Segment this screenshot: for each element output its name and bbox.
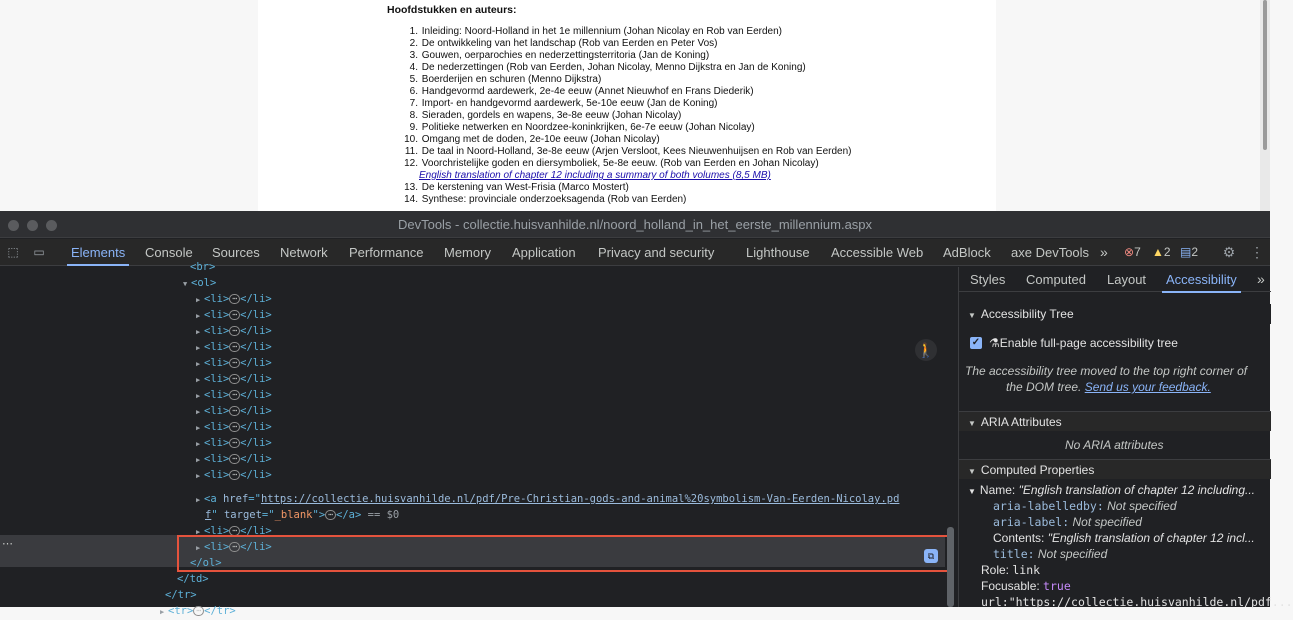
aria-attributes-section-header[interactable] [959,411,1271,431]
elements-dom-tree[interactable] [0,261,957,617]
ol-close-tag: </ol> [190,557,222,569]
li-node[interactable] [196,419,272,435]
collapsed-content-pill[interactable]: ⋯ [229,438,240,448]
href-attr-value[interactable]: https://collectie.huisvanhilde.nl/pdf/Pre-Christian-gods-and-animal%20symbolism-Van-Eerden-Nicolay.pd [260,493,900,505]
tab-accessible-web[interactable]: Accessible Web [831,245,924,260]
tab-lighthouse[interactable]: Lighthouse [746,245,810,260]
li-tag-close: </li> [240,541,272,553]
collapsed-content-pill[interactable]: ⋯ [193,606,204,616]
br-node[interactable] [190,259,215,275]
chapter-title: Inleiding: Noord-Holland in het 1e millennium (Johan Nicolay en Rob van Eerden) [421,26,782,37]
chapter-item [398,74,851,86]
li-tag-open: <li> [204,357,230,369]
more-tabs-button[interactable]: » [1100,244,1108,260]
li-node[interactable] [196,467,272,483]
selected-node-highlight [177,535,952,572]
expanded-caret-icon[interactable]: ▼ [968,487,976,496]
collapsed-triangle-icon[interactable]: ▶ [196,328,201,336]
expanded-triangle-icon[interactable]: ▼ [183,280,188,288]
li-tag-open: <li> [204,525,230,537]
enable-tree-label-text: Enable full-page accessibility tree [999,336,1178,350]
collapsed-content-pill[interactable]: ⋯ [229,542,240,552]
tab-console[interactable]: Console [145,245,193,260]
tab-application[interactable]: Application [512,245,576,260]
url-property [981,594,1293,610]
collapsed-triangle-icon[interactable]: ▶ [196,528,201,536]
contents-label: Contents: [993,531,1045,545]
collapsed-content-pill[interactable]: ⋯ [229,326,240,336]
collapsed-content-pill[interactable]: ⋯ [325,510,336,520]
tab-elements[interactable]: Elements [71,239,125,266]
li-tag-open: <li> [204,469,230,481]
chapter-number: 2. [409,38,418,49]
message-icon: ▤ [1180,245,1192,259]
moved-notice-text: the DOM tree. [1006,380,1082,394]
tr-close-node[interactable] [165,587,197,603]
li-tag-open: <li> [204,373,230,385]
aria-label-label: aria-label: [993,515,1070,529]
chapter-item [398,62,851,74]
li-tag-open: <li> [204,341,230,353]
chapter-item [398,146,851,158]
chapter-number: 3. [409,50,418,61]
li-node[interactable] [196,387,272,403]
li-node[interactable] [196,339,272,355]
section-title: Computed Properties [980,463,1095,477]
chapter-number: 11. [404,146,418,157]
li-node[interactable] [196,355,272,371]
li-tag-open: <li> [204,453,230,465]
li-tag-open: <li> [204,293,230,305]
tab-layout[interactable]: Layout [1107,272,1147,287]
devtools-sidebar [958,267,1293,609]
chapter-item [398,194,851,206]
td-close-node[interactable] [177,571,209,587]
devtools-titlebar [0,211,1270,238]
webpage-viewport [0,0,1270,211]
chapter-list [398,26,851,206]
chapter-item [398,38,851,50]
tr-node[interactable] [160,603,236,619]
chapter-item [398,158,851,170]
settings-gear-icon[interactable]: ⚙ [1222,244,1236,260]
li-tag-close: </li> [240,293,272,305]
li-tag-open: <li> [204,541,230,553]
chapter-item [398,86,851,98]
page-scrollbar-thumb[interactable] [1263,0,1267,150]
chapter-title: De taal in Noord-Holland, 3e-8e eeuw (Arjen Versloot, Kees Nieuwenhuijsen en Rob van Eerden) [421,146,852,157]
li-node[interactable] [196,403,272,419]
collapsed-triangle-icon[interactable]: ▶ [196,456,201,464]
section-title: ARIA Attributes [980,415,1062,429]
li-tag-open: <li> [204,405,230,417]
section-caret-icon: ▼ [968,419,976,428]
chapter-title: Politieke netwerken en Noordzee-koninkrijken, 6e-7e eeuw (Johan Nicolay) [421,122,755,133]
tab-axe-devtools[interactable]: axe DevTools [1011,245,1090,260]
collapsed-triangle-icon[interactable]: ▶ [196,544,201,552]
chapter-title: Boerderijen en schuren (Menno Dijkstra) [421,74,602,85]
tab-sources[interactable]: Sources [212,245,260,260]
collapsed-content-pill[interactable]: ⋯ [229,294,240,304]
collapsed-triangle-icon[interactable]: ▶ [196,360,201,368]
chapter-item [398,26,851,38]
message-count-badge[interactable] [1180,239,1198,266]
node-actions-icon[interactable]: ⋯ [2,538,13,550]
tr-tag-close: </tr> [204,605,236,617]
sidebar-tabs [959,267,1271,292]
collapsed-triangle-icon[interactable]: ▶ [196,424,201,432]
chapter-item [398,98,851,110]
chapter-item [398,50,851,62]
tab-network[interactable]: Network [280,245,328,260]
target-attr-name: target [223,509,262,521]
li-node[interactable] [196,307,272,323]
chapter-title: Sieraden, gordels en wapens, 3e-8e eeuw (Johan Nicolay) [421,110,682,121]
chapter-title: De kerstening van West-Frisia (Marco Mostert) [421,182,629,193]
a-tag-close: </a> [336,509,362,521]
collapsed-triangle-icon[interactable]: ▶ [196,408,201,416]
ol-node[interactable] [183,275,216,291]
collapsed-content-pill[interactable]: ⋯ [229,454,240,464]
li-tag-close: </li> [240,341,272,353]
br-tag: <br> [190,261,216,273]
role-property [981,562,1040,578]
page-scrollbar[interactable] [1260,0,1270,211]
accessibility-tree-toggle-icon[interactable]: 🚶 [915,339,937,361]
title-label: title: [993,547,1035,561]
section-caret-icon: ▼ [968,311,976,320]
enable-tree-checkbox[interactable]: ✓ [971,337,981,348]
chapter-title: Gouwen, oerparochies en nederzettingsterritoria (Jan de Koning) [421,50,710,61]
chapter-number: 5. [409,74,418,85]
chapter-item [398,182,851,194]
collapsed-triangle-icon[interactable]: ▶ [196,472,201,480]
chapter-number: 12. [404,158,418,169]
collapsed-content-pill[interactable]: ⋯ [229,406,240,416]
li-node[interactable] [196,291,272,307]
li-node[interactable] [196,435,272,451]
name-value: "English translation of chapter 12 including... [1018,483,1256,497]
focusable-label: Focusable: [981,579,1040,593]
collapsed-content-pill[interactable]: ⋯ [229,342,240,352]
target-attr-value: _blank [274,509,313,521]
device-toolbar-icon[interactable]: ▭ [33,245,45,259]
chapter-number: 1. [409,26,418,37]
collapsed-content-pill[interactable]: ⋯ [229,374,240,384]
collapsed-content-pill[interactable]: ⋯ [229,358,240,368]
chapter-number: 6. [409,86,418,97]
href-attr-name: href [222,493,249,505]
collapsed-triangle-icon[interactable]: ▶ [196,376,201,384]
section-caret-icon: ▼ [968,467,976,476]
role-label: Role: [981,563,1010,577]
tab-styles[interactable]: Styles [970,272,1006,287]
li-tag-open: <li> [204,389,230,401]
tab-memory[interactable]: Memory [444,245,491,260]
moved-notice-line1: The accessibility tree moved to the top right corner of [965,364,1248,378]
aria-labelledby-label: aria-labelledby: [993,499,1104,513]
chapter-item [398,110,851,122]
warning-count: 2 [1163,245,1171,259]
moved-notice-line2 [1006,379,1211,395]
collapsed-triangle-icon[interactable]: ▶ [160,608,165,616]
chapter-title: De nederzettingen (Rob van Eerden, Johan Nicolay, Menno Dijkstra en Jan de Koning) [421,62,806,73]
warning-count-badge[interactable] [1152,239,1171,266]
ol-tag: <ol> [191,277,217,289]
chapter-number: 8. [409,110,418,121]
li-tag-open: <li> [204,437,230,449]
computed-properties-section-header[interactable] [959,459,1271,479]
more-options-icon[interactable]: ⋮ [1250,244,1264,260]
chapter-number: 9. [409,122,418,133]
collapsed-content-pill[interactable]: ⋯ [229,422,240,432]
collapsed-content-pill[interactable]: ⋯ [229,310,240,320]
aria-labelledby-property [993,498,1177,514]
collapsed-triangle-icon[interactable]: ▶ [196,344,201,352]
page-heading: Hoofdstukken en auteurs: [387,4,517,16]
a-tag-open: <a [204,493,217,505]
contents-value: "English translation of chapter 12 incl... [1047,531,1255,545]
tab-accessibility[interactable]: Accessibility [1166,267,1237,292]
tr-close-tag: </tr> [165,589,197,601]
li-tag-close: </li> [240,325,272,337]
chapter-title: Import- en handgevormd aardewerk, 5e-10e eeuw (Jan de Koning) [421,98,718,109]
english-translation-link[interactable]: English translation of chapter 12 including a summary of both volumes (8,5 MB) [419,170,771,181]
td-close-tag: </td> [177,573,209,585]
chapter-number: 10. [404,134,418,145]
chapter-number: 4. [409,62,418,73]
dollar-zero-ref: == $0 [367,509,400,521]
feedback-link[interactable]: Send us your feedback. [1084,380,1211,394]
error-count: 7 [1134,245,1141,259]
title-property [993,546,1107,562]
li-tag-close: </li> [240,421,272,433]
collapsed-triangle-icon[interactable]: ▶ [196,312,201,320]
aria-labelledby-value: Not specified [1107,499,1177,513]
li-tag-close: </li> [240,389,272,401]
aria-label-property [993,514,1142,530]
li-tag-close: </li> [240,373,272,385]
chapter-title: Handgevormd aardewerk, 2e-4e eeuw (Annet Nieuwhof en Frans Diederik) [421,86,754,97]
chapter-title: Synthese: provinciale onderzoeksagenda (Rob van Eerden) [421,194,687,205]
li-tag-close: </li> [240,525,272,537]
title-value: Not specified [1037,547,1108,561]
li-tag-close: </li> [240,309,272,321]
english-translation-item [398,170,851,182]
contents-property [993,530,1255,546]
href-attr-value-cont[interactable]: f [205,509,212,521]
li-tag-open: <li> [204,325,230,337]
collapsed-triangle-icon[interactable]: ▶ [196,440,201,448]
window-title: DevTools - collectie.huisvanhilde.nl/noord_holland_in_het_eerste_millennium.aspx [397,217,873,232]
chapter-title: De ontwikkeling van het landschap (Rob van Eerden en Peter Vos) [421,38,718,49]
tab-performance[interactable]: Performance [349,245,424,260]
a-node-line-1[interactable]: ▶ <a href="https://collectie.huisvanhilde.nl/pdf/Pre-Christian-gods-and-animal%20symbolism-Van-Eerden-Nicolay.pd [196,491,899,507]
url-value: "https://collectie.huisvanhilde.nl/pdf... [1008,595,1293,609]
collapsed-content-pill[interactable]: ⋯ [229,526,240,536]
collapsed-content-pill[interactable]: ⋯ [229,390,240,400]
focusable-value: true [1043,579,1071,593]
sidebar-more-tabs-button[interactable]: » [1257,271,1265,287]
tr-tag-open: <tr> [168,605,194,617]
collapsed-triangle-icon[interactable]: ▶ [196,296,201,304]
inspect-element-icon[interactable]: ⬚ [7,245,19,259]
collapsed-triangle-icon[interactable]: ▶ [196,392,201,400]
accessibility-tree-section-header[interactable] [959,304,1271,324]
li-tag-close: </li> [240,357,272,369]
error-icon: ⊗ [1124,245,1135,259]
li-tag-open: <li> [204,309,230,321]
chapter-item [398,134,851,146]
li-tag-close: </li> [240,453,272,465]
chapter-title: Voorchristelijke goden en diersymboliek, 5e-8e eeuw. (Rob van Eerden en Johan Nicolay) [421,158,819,169]
chapter-title: Omgang met de doden, 2e-10e eeuw (Johan Nicolay) [421,134,660,145]
name-label: Name: [979,483,1016,497]
warning-icon: ▲ [1152,245,1164,259]
li-tag-close: </li> [240,405,272,417]
collapsed-triangle-icon[interactable]: ▶ [196,496,201,504]
elements-scrollbar-thumb[interactable] [947,527,954,607]
collapsed-content-pill[interactable]: ⋯ [229,470,240,480]
tab-computed[interactable]: Computed [1026,272,1086,287]
li-tag-close: </li> [240,437,272,449]
li-node[interactable] [196,451,272,467]
aria-label-value: Not specified [1072,515,1142,529]
message-count: 2 [1191,245,1199,259]
error-count-badge[interactable] [1124,239,1141,266]
chapter-item [398,122,851,134]
flask-icon: ⚗ [989,336,1000,350]
devtools-window [0,211,1293,617]
section-title: Accessibility Tree [980,307,1074,321]
chapter-number: 7. [409,98,418,109]
li-node[interactable] [196,371,272,387]
tab-adblock[interactable]: AdBlock [943,245,991,260]
tab-privacy-and-security[interactable]: Privacy and security [598,245,715,260]
chapter-number: 13. [404,182,418,193]
li-node[interactable] [196,323,272,339]
a-node-line-2[interactable]: f" target="_blank"> ⋯ </a> == $0 [205,509,400,521]
li-tag-open: <li> [204,421,230,433]
role-value: link [1012,563,1041,577]
copy-node-icon[interactable]: ⧉ [924,549,938,563]
li-tag-close: </li> [240,469,272,481]
url-label: url: [981,595,1009,609]
no-aria-message: No ARIA attributes [1065,438,1164,452]
chapter-number: 14. [404,194,418,205]
focusable-property [981,578,1071,594]
enable-tree-label[interactable] [989,335,1178,351]
